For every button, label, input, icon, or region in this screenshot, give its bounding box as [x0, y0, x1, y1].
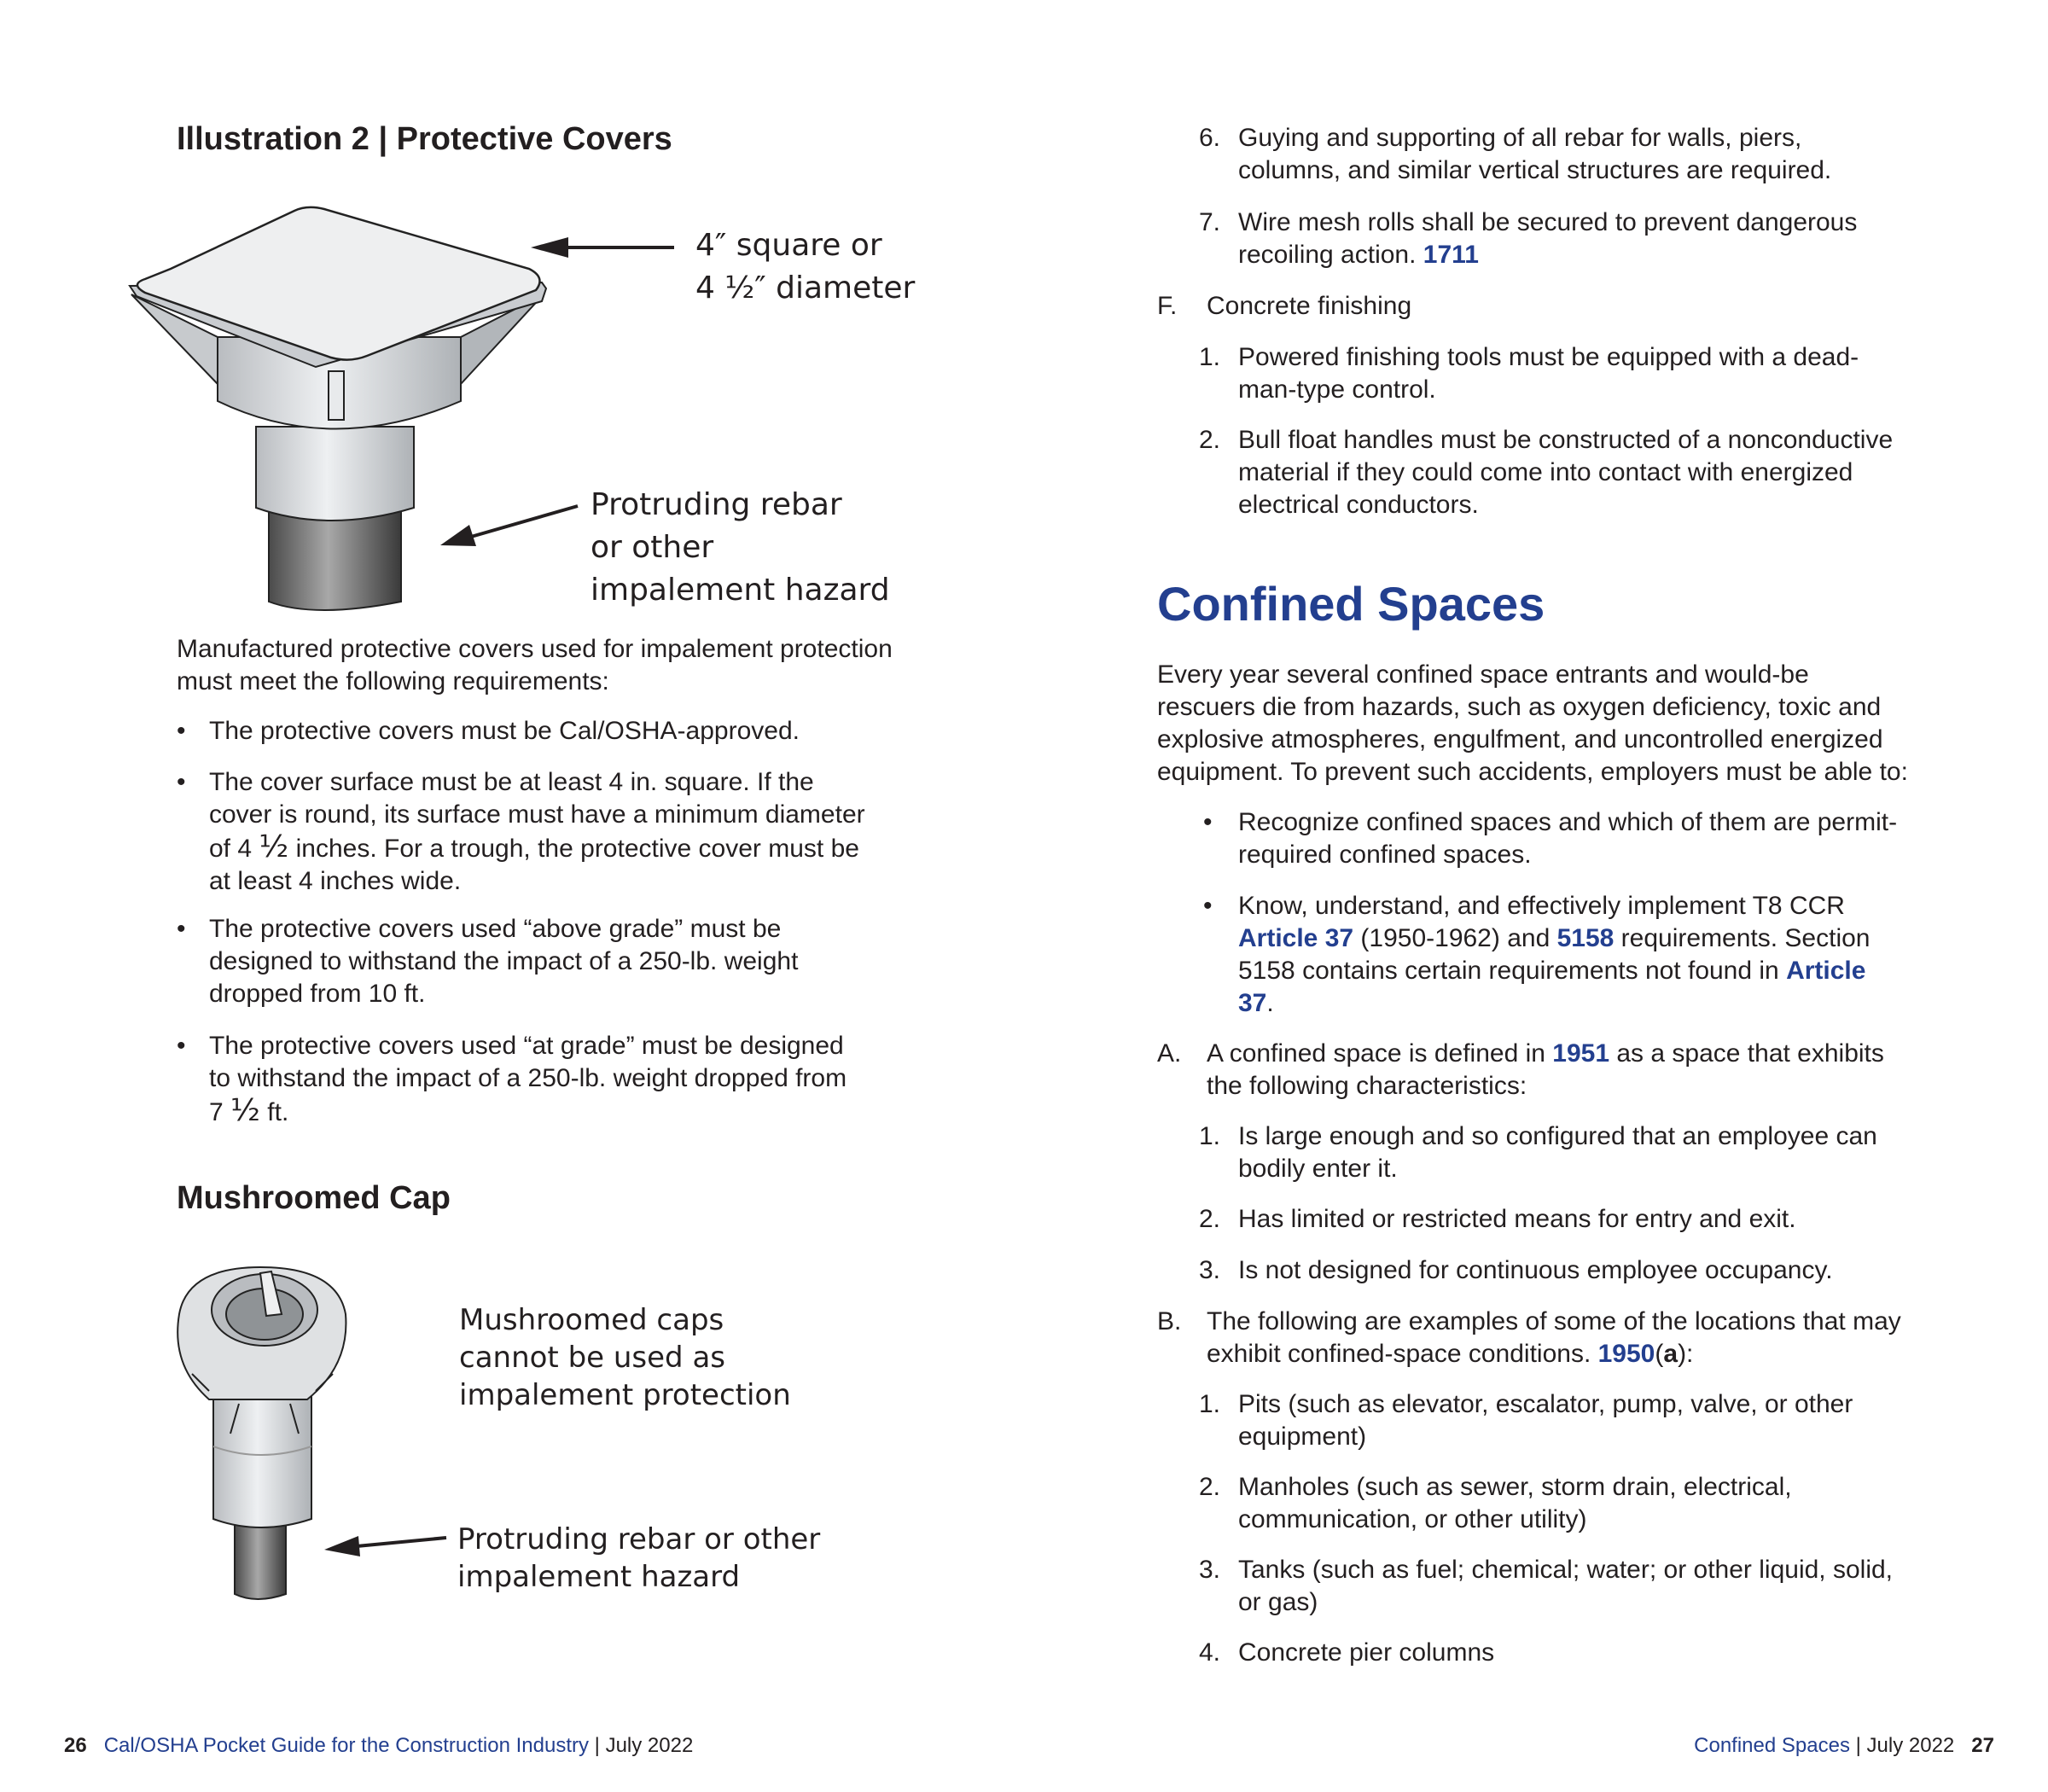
list-item: 4. Concrete pier columns	[1199, 1638, 1495, 1667]
list-item: • The protective covers used “above grade” must be designed to withstand the impact of a 250-lb. weight dropped from 10 ft.	[177, 915, 799, 1008]
list-item: 2. Manholes (such as sewer, storm drain, electrical, communication, or other utility)	[1199, 1473, 1792, 1533]
cover-size-callout: 4″ square or 4 ½″ diameter	[695, 228, 916, 305]
mushroom-warning-callout: Mushroomed caps cannot be used as impalement protection	[459, 1303, 791, 1412]
list-item: • Recognize confined spaces and which of them are permit- required confined spaces.	[1203, 808, 1898, 869]
section-heading: Confined Spaces	[1157, 577, 1545, 631]
arrow-icon	[529, 235, 678, 260]
list-item: 7. Wire mesh rolls shall be secured to prevent dangerous recoiling action. 1711	[1199, 208, 1858, 269]
regulation-link[interactable]: 5158	[1556, 924, 1615, 952]
regulation-link[interactable]: 1951	[1552, 1039, 1610, 1068]
arrow-icon	[437, 499, 582, 550]
mushroom-title: Mushroomed Cap	[177, 1180, 451, 1216]
footer-left: 26 Cal/OSHA Pocket Guide for the Construction Industry | July 2022	[64, 1734, 694, 1757]
arrow-icon	[323, 1527, 451, 1562]
list-item: 3. Tanks (such as fuel; chemical; water; or other liquid, solid, or gas)	[1199, 1556, 1894, 1616]
footer-right: Confined Spaces | July 2022 27	[1694, 1734, 1994, 1757]
list-item: • The protective covers must be Cal/OSHA-approved.	[177, 717, 800, 745]
list-item: • Know, understand, and effectively implement T8 CCR Article 37 (1950-1962) and 5158 requirements. Section 5158 contains certain requirements not found in Article 37.	[1203, 892, 1871, 1017]
regulation-link[interactable]: 37	[1238, 989, 1267, 1017]
regulation-link[interactable]: Article 37	[1238, 924, 1354, 952]
list-item: 2. Has limited or restricted means for entry and exit.	[1199, 1205, 1796, 1233]
list-item: • The protective covers used “at grade” must be designed to withstand the impact of a 250-lb. weight dropped from 7 ½ ft.	[177, 1032, 847, 1128]
list-item: 1. Pits (such as elevator, escalator, pump, valve, or other equipment)	[1199, 1390, 1853, 1451]
section-b: B. The following are examples of some of the locations that may exhibit confined-space conditions. 1950(a):	[1157, 1307, 1901, 1368]
regulation-link[interactable]: Article	[1786, 957, 1866, 985]
list-item: 6. Guying and supporting of all rebar for walls, piers, columns, and similar vertical structures are required.	[1199, 124, 1832, 184]
section-intro: Every year several confined space entrants and would-be rescuers die from hazards, such as oxygen deficiency, toxic and explosive atmospheres, engulfment, and uncontrolled energized equipment. To prevent such accidents, employers must be able to:	[1157, 660, 1908, 786]
section-a: A. A confined space is defined in 1951 as a space that exhibits the following characteristics:	[1157, 1039, 1884, 1100]
illustration-title: Illustration 2 | Protective Covers	[177, 121, 672, 157]
regulation-link[interactable]: 1711	[1423, 241, 1479, 269]
section-f: F. Concrete finishing	[1157, 292, 1412, 320]
protective-cover-illustration	[119, 201, 563, 614]
list-item: 3. Is not designed for continuous employee occupancy.	[1199, 1256, 1833, 1284]
regulation-link[interactable]: 1950	[1597, 1340, 1655, 1368]
list-item: • The cover surface must be at least 4 in. square. If the cover is round, its surface must have a minimum diameter of 4 ½ inches. For a trough, the protective cover must be at least 4 inches wide.	[177, 768, 865, 895]
list-item: 1. Powered finishing tools must be equipped with a dead- man-type control.	[1199, 343, 1859, 404]
list-item: 2. Bull float handles must be constructed of a nonconductive material if they could come into contact with energized electrical conductors.	[1199, 426, 1894, 519]
list-item: 1. Is large enough and so configured that an employee can bodily enter it.	[1199, 1122, 1877, 1183]
mushroom-rebar-callout: Protruding rebar or other impalement hazard	[457, 1522, 821, 1594]
intro-paragraph: Manufactured protective covers used for impalement protection must meet the following requirements:	[177, 635, 893, 695]
rebar-hazard-callout: Protruding rebar or other impalement hazard	[591, 487, 890, 608]
